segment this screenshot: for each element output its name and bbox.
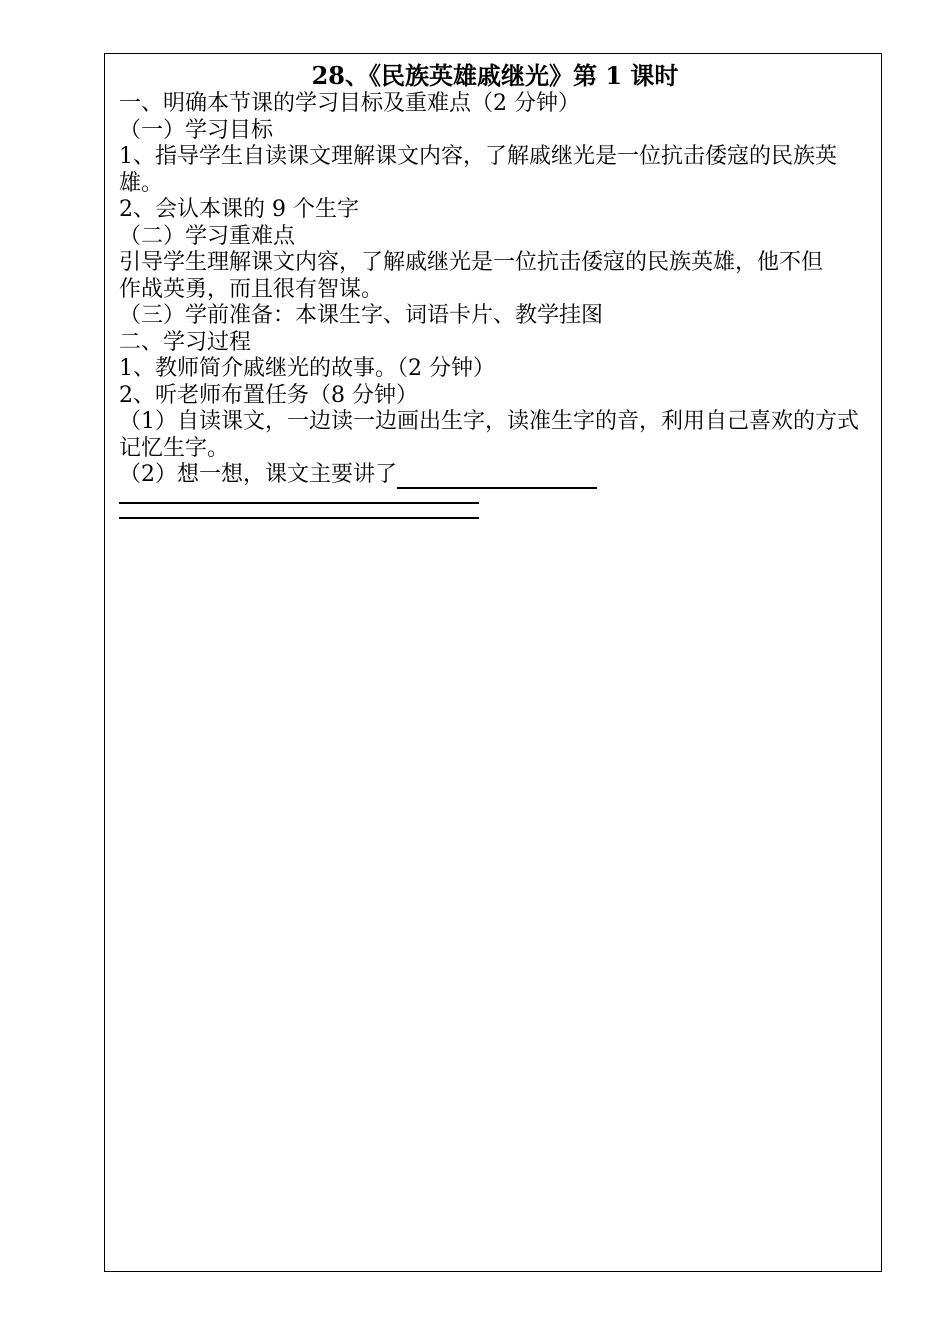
key-points-line-1: 引导学生理解课文内容，了解戚继光是一位抗击倭寇的民族英雄，他不但 — [119, 250, 824, 275]
task-2 — [119, 462, 871, 489]
answer-blank-line-2[interactable] — [119, 504, 479, 519]
document-body — [119, 59, 871, 519]
lesson-title: 28、《民族英雄戚继光》第 1 课时 — [311, 61, 679, 90]
learning-goals-heading: （一）学习目标 — [119, 117, 274, 143]
process-step-1: 1、教师简介戚继光的故事。（2 分钟） — [119, 356, 495, 381]
goal-2: 2、会认本课的 9 个生字 — [119, 197, 359, 222]
task-2-text: （2）想一想，课文主要讲了 — [119, 462, 397, 487]
key-points-heading: （二）学习重难点 — [119, 223, 296, 249]
key-points-line-2: 作战英勇，而且很有智谋。 — [119, 276, 384, 302]
preparation-line: （三）学前准备：本课生字、词语卡片、教学挂图 — [119, 303, 604, 328]
section-one-heading: 一、明确本节课的学习目标及重难点（2 分钟） — [119, 91, 580, 116]
answer-blank-line-1[interactable] — [119, 489, 479, 504]
answer-blank-inline[interactable] — [397, 463, 597, 489]
process-step-2: 2、听老师布置任务（8 分钟） — [119, 382, 418, 408]
goal-1: 1、指导学生自读课文理解课文内容，了解戚继光是一位抗击倭寇的民族英雄。 — [119, 144, 837, 196]
task-1: （1）自读课文，一边读一边画出生字，读准生字的音，利用自己喜欢的方式记忆生字。 — [119, 409, 859, 461]
section-two-heading: 二、学习过程 — [119, 329, 252, 355]
